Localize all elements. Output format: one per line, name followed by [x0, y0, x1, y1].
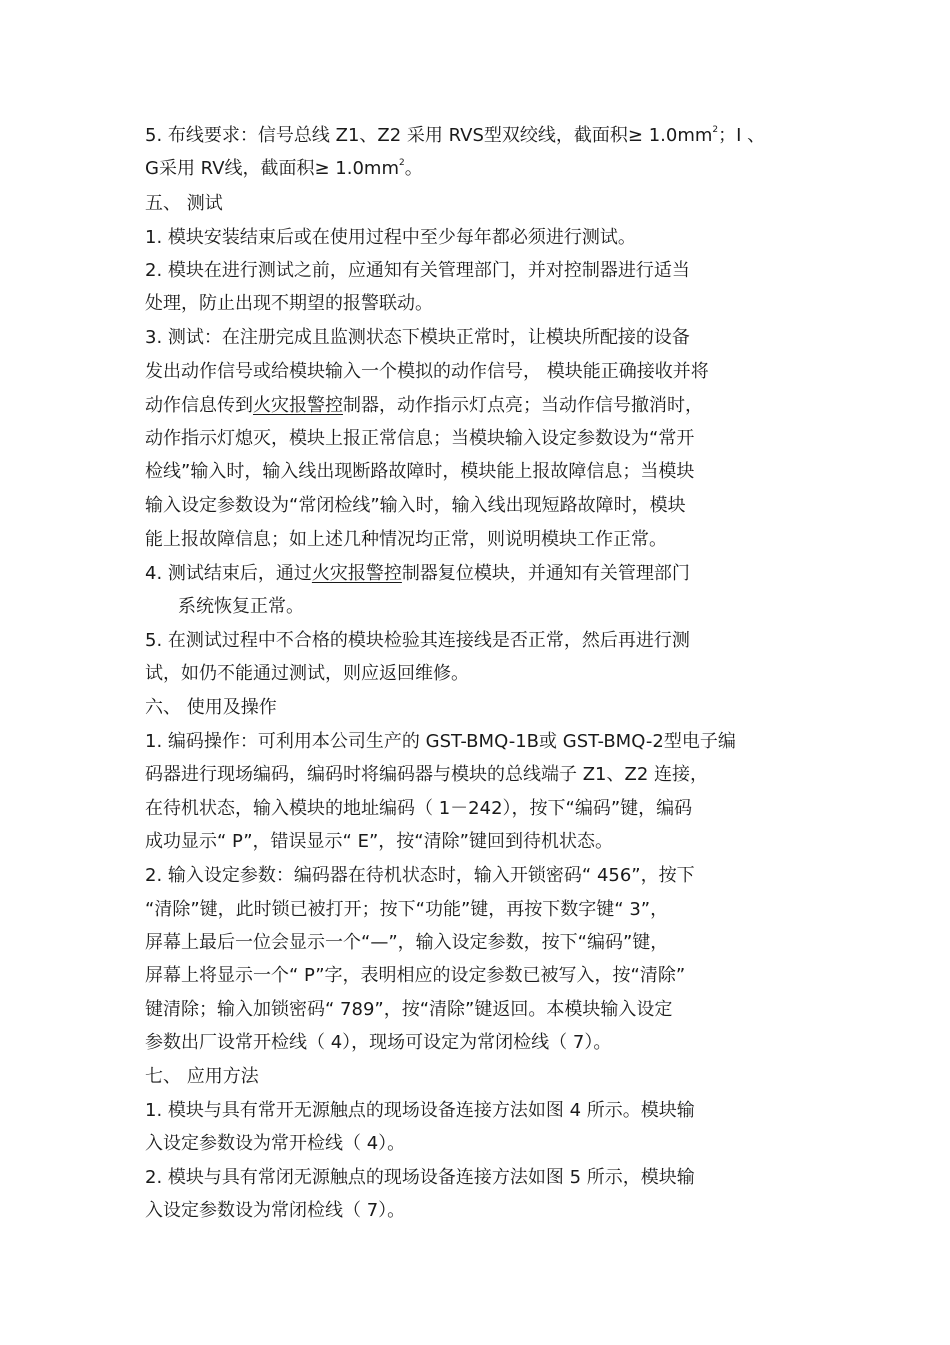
text-line-wiring-2: [145, 157, 423, 181]
underlined-term: 火灾报警控: [311, 563, 402, 584]
text-line: 3. 测试：在注册完成且监测状态下模块正常时，让模块所配接的设备: [145, 327, 690, 348]
text-line: 2. 输入设定参数：编码器在待机状态时，输入开锁密码“ 456”，按下: [145, 865, 695, 886]
text-line: 入设定参数设为常闭检线（ 7）。: [145, 1200, 406, 1221]
text-line: 屏幕上将显示一个“ P”字，表明相应的设定参数已被写入，按“清除”: [145, 965, 686, 986]
text-line: 2. 模块与具有常闭无源触点的现场设备连接方法如图 5 所示，模块输: [145, 1167, 695, 1188]
text-line: 系统恢复正常。: [178, 596, 304, 617]
text-line: “清除”键，此时锁已被打开；按下“功能”键，再按下数字键“ 3”，: [145, 899, 669, 920]
text-span: 动作信息传到: [145, 395, 253, 416]
text-span: 4. 测试结束后，通过: [145, 563, 312, 584]
text-line: 输入设定参数设为“常闭检线”输入时，输入线出现短路故障时，模块: [145, 495, 686, 516]
text-line: 1. 模块与具有常开无源触点的现场设备连接方法如图 4 所示。模块输: [145, 1100, 695, 1121]
text-line: 在待机状态，输入模块的地址编码（ 1－242），按下“编码”键，编码: [145, 798, 693, 819]
text-line: 能上报故障信息；如上述几种情况均正常，则说明模块工作正常。: [145, 529, 667, 550]
text-line-wiring-1: [145, 124, 765, 148]
text-line: [145, 394, 703, 418]
text-line: 5. 在测试过程中不合格的模块检验其连接线是否正常，然后再进行测: [145, 630, 690, 651]
section-heading-test: 五、 测试: [145, 193, 223, 214]
text-line: 入设定参数设为常开检线（ 4）。: [145, 1133, 406, 1154]
section-heading-usage: 六、 使用及操作: [145, 697, 277, 718]
text-span: G采用 RV线，截面积≥ 1.0mm: [145, 158, 400, 179]
text-line: 键清除；输入加锁密码“ 789”，按“清除”键返回。本模块输入设定: [145, 999, 673, 1020]
text-line: 1. 模块安装结束后或在使用过程中至少每年都必须进行测试。: [145, 227, 636, 248]
text-line: 1. 编码操作：可利用本公司生产的 GST-BMQ-1B或 GST-BMQ-2型电子编: [145, 731, 736, 752]
text-line: 发出动作信号或给模块输入一个模拟的动作信号， 模块能正确接收并将: [145, 361, 709, 382]
text-span: 制器复位模块，并通知有关管理部门: [401, 563, 690, 584]
text-line: 成功显示“ P”，错误显示“ E”，按“清除”键回到待机状态。: [145, 831, 613, 852]
text-span: 。: [404, 158, 423, 179]
underlined-term: 火灾报警控: [253, 395, 343, 416]
text-line: 动作指示灯熄灭，模块上报正常信息；当模块输入设定参数设为“常开: [145, 428, 695, 449]
text-line: 参数出厂设常开检线（ 4），现场可设定为常闭检线（ 7）。: [145, 1032, 612, 1053]
text-line: 处理，防止出现不期望的报警联动。: [145, 293, 433, 314]
text-line: 2. 模块在进行测试之前，应通知有关管理部门，并对控制器进行适当: [145, 260, 690, 281]
text-line: 屏幕上最后一位会显示一个“—”，输入设定参数，按下“编码”键，: [145, 932, 669, 953]
text-line: 码器进行现场编码，编码时将编码器与模块的总线端子 Z1、Z2 连接，: [145, 764, 709, 785]
section-heading-application: 七、 应用方法: [145, 1066, 259, 1087]
text-span: 制器，动作指示灯点亮；当动作信号撤消时，: [343, 395, 703, 416]
text-line: 检线”输入时，输入线出现断路故障时，模块能上报故障信息；当模块: [145, 461, 695, 482]
text-line: 试，如仍不能通过测试，则应返回维修。: [145, 663, 469, 684]
text-span: 5. 布线要求：信号总线 Z1、Z2 采用 RVS型双绞线，截面积≥ 1.0mm: [145, 125, 713, 146]
superscript: 2: [712, 125, 719, 135]
text-line: [145, 562, 690, 586]
text-span: ；I 、: [718, 125, 766, 146]
superscript: 2: [399, 158, 405, 168]
